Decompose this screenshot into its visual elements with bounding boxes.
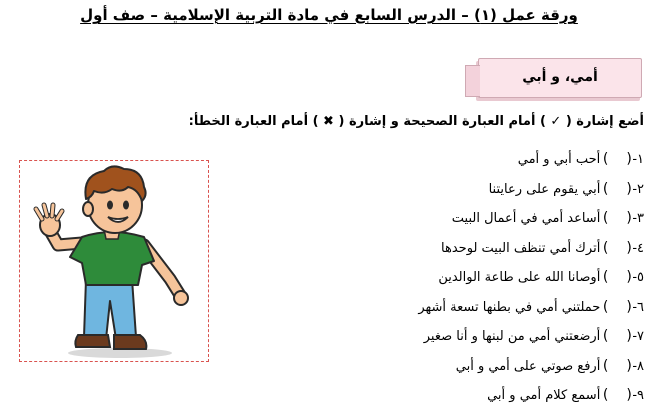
statement-text: حملتني أمي في بطنها تسعة أشهر bbox=[418, 299, 601, 315]
statement-item bbox=[224, 175, 644, 205]
answer-close-bracket: ) bbox=[602, 239, 609, 256]
answer-open-bracket: ( bbox=[626, 151, 632, 168]
statement-number: ١- bbox=[632, 152, 644, 168]
statement-number: ٧- bbox=[632, 329, 644, 345]
boy-waving-illustration bbox=[20, 161, 208, 361]
answer-box[interactable] bbox=[602, 324, 632, 349]
answer-close-bracket: ) bbox=[602, 357, 609, 374]
statement-item bbox=[224, 234, 644, 264]
statement-number: ٩- bbox=[632, 388, 644, 404]
answer-open-bracket: ( bbox=[626, 298, 632, 315]
answer-box[interactable] bbox=[602, 295, 632, 320]
answer-close-bracket: ) bbox=[602, 151, 609, 168]
statement-item bbox=[224, 204, 644, 234]
statement-text: أسمع كلام أمي و أبي bbox=[487, 388, 601, 404]
statement-number: ٤- bbox=[632, 240, 644, 256]
shirt bbox=[70, 232, 154, 285]
statement-item bbox=[224, 145, 644, 175]
statement-number: ٦- bbox=[632, 299, 644, 315]
statement-text: أبي يقوم على رعايتنا bbox=[488, 181, 601, 197]
illustration-frame bbox=[19, 160, 209, 362]
answer-close-bracket: ) bbox=[602, 328, 609, 345]
answer-close-bracket: ) bbox=[602, 298, 609, 315]
answer-box[interactable] bbox=[602, 236, 632, 261]
left-eye bbox=[107, 201, 113, 210]
statement-text: أترك أمي تنظف البيت لوحدها bbox=[441, 240, 601, 256]
statement-item bbox=[224, 293, 644, 323]
page-title bbox=[0, 6, 658, 24]
statement-item bbox=[224, 263, 644, 293]
answer-close-bracket: ) bbox=[602, 210, 609, 227]
statement-number: ٥- bbox=[632, 270, 644, 286]
statement-number: ٢- bbox=[632, 181, 644, 197]
lowered-hand bbox=[174, 291, 188, 305]
statement-list bbox=[224, 145, 644, 411]
answer-box[interactable] bbox=[602, 147, 632, 172]
statement-text: أرفع صوتي على أمي و أبي bbox=[455, 358, 601, 374]
right-eye bbox=[123, 201, 129, 210]
answer-close-bracket: ) bbox=[602, 269, 609, 286]
statement-item bbox=[224, 322, 644, 352]
right-shoe bbox=[114, 335, 146, 349]
statement-text: أساعد أمي في أعمال البيت bbox=[451, 211, 601, 227]
answer-box[interactable] bbox=[602, 265, 632, 290]
answer-open-bracket: ( bbox=[626, 269, 632, 286]
answer-close-bracket: ) bbox=[602, 387, 609, 404]
answer-open-bracket: ( bbox=[626, 210, 632, 227]
statement-number: ٨- bbox=[632, 358, 644, 374]
statement-text: أرضعتني أمي من لبنها و أنا صغير bbox=[423, 329, 601, 345]
answer-open-bracket: ( bbox=[626, 239, 632, 256]
answer-open-bracket: ( bbox=[626, 387, 632, 404]
lesson-title: أمي، و أبي bbox=[522, 69, 598, 85]
page-title-text: ورقة عمل (١) – الدرس السابع في مادة التربية الإسلامية – صف أول bbox=[80, 6, 578, 24]
statement-number: ٣- bbox=[632, 211, 644, 227]
answer-open-bracket: ( bbox=[626, 328, 632, 345]
answer-open-bracket: ( bbox=[626, 357, 632, 374]
answer-close-bracket: ) bbox=[602, 180, 609, 197]
answer-box[interactable] bbox=[602, 354, 632, 379]
instruction-text: أضع إشارة ( ✓ ) أمام العبارة الصحيحة و إشارة ( ✖ ) أمام العبارة الخطأ: bbox=[188, 114, 644, 129]
answer-open-bracket: ( bbox=[626, 180, 632, 197]
pants bbox=[84, 279, 136, 339]
left-shoe bbox=[75, 335, 110, 347]
statement-item bbox=[224, 352, 644, 382]
answer-box[interactable] bbox=[602, 177, 632, 202]
statement-item bbox=[224, 381, 644, 411]
lesson-banner bbox=[478, 58, 642, 98]
statement-text: أحب أبي و أمي bbox=[517, 152, 601, 168]
answer-box[interactable] bbox=[602, 206, 632, 231]
waving-hand bbox=[36, 205, 62, 236]
statement-text: أوصانا الله على طاعة الوالدين bbox=[438, 270, 601, 286]
